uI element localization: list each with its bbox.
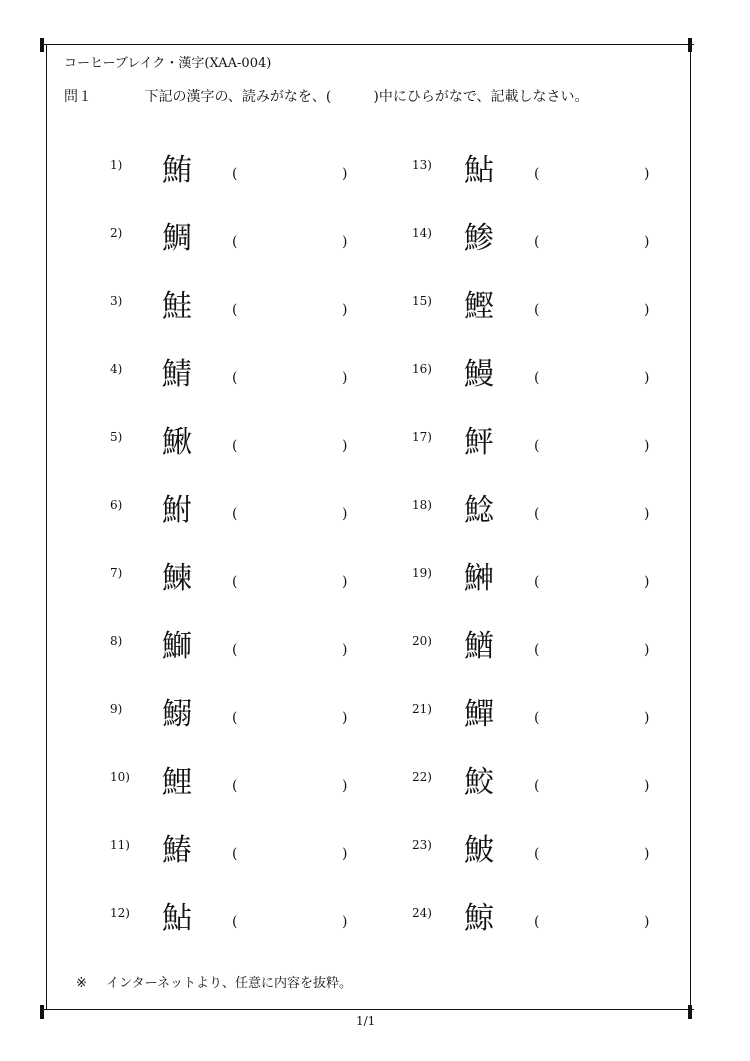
item-number: 8) [110,634,123,648]
kanji-character: 鰍 [162,425,192,460]
item-number: 7) [110,566,123,580]
answer-open-paren: ( [232,642,238,658]
kanji-character: 鰌 [464,629,494,664]
kanji-character: 鯨 [464,901,494,936]
kanji-character: 鰤 [162,629,192,664]
kanji-character: 鯖 [162,357,192,392]
answer-open-paren: ( [534,302,540,318]
item-number: 3) [110,294,123,308]
kanji-character: 鰻 [464,357,494,392]
answer-close-paren: ) [342,234,348,250]
kanji-character: 鯛 [162,221,192,256]
answer-close-paren: ) [644,438,650,454]
footnote-text: インターネットより、任意に内容を抜粋。 [106,976,352,991]
answer-open-paren: ( [232,846,238,862]
answer-open-paren: ( [232,234,238,250]
answer-close-paren: ) [342,574,348,590]
answer-close-paren: ) [644,710,650,726]
answer-open-paren: ( [232,778,238,794]
answer-close-paren: ) [644,574,650,590]
answer-close-paren: ) [644,370,650,386]
kanji-character: 鯉 [162,765,192,800]
kanji-character: 鮫 [464,765,494,800]
item-number: 2) [110,226,123,240]
answer-close-paren: ) [342,710,348,726]
item-number: 6) [110,498,123,512]
kanji-character: 鮪 [162,153,192,188]
answer-close-paren: ) [644,506,650,522]
answer-close-paren: ) [644,642,650,658]
item-number: 10) [110,770,130,784]
answer-open-paren: ( [232,166,238,182]
item-number: 9) [110,702,123,716]
footnote [76,972,352,991]
answer-open-paren: ( [534,438,540,454]
answer-open-paren: ( [232,710,238,726]
kanji-character: 鮭 [162,289,192,324]
answer-open-paren: ( [232,506,238,522]
answer-close-paren: ) [342,370,348,386]
item-number: 15) [412,294,432,308]
item-number: 5) [110,430,123,444]
item-number: 16) [412,362,432,376]
kanji-character: 鮃 [464,425,494,460]
kanji-character: 鮎 [464,153,494,188]
kanji-character: 鰊 [162,561,192,596]
answer-open-paren: ( [534,506,540,522]
kanji-character: 鯵 [464,221,494,256]
answer-open-paren: ( [534,846,540,862]
page-frame-right-border [690,44,691,1010]
question-line [64,86,589,106]
kanji-character: 鮎 [162,901,192,936]
answer-close-paren: ) [644,914,650,930]
item-number: 13) [412,158,432,172]
answer-close-paren: ) [644,778,650,794]
item-number: 22) [412,770,432,784]
question-number: 問１ [64,89,92,105]
kanji-character: 鰯 [162,697,192,732]
answer-open-paren: ( [534,574,540,590]
answer-close-paren: ) [342,438,348,454]
answer-open-paren: ( [534,234,540,250]
page-frame-bottom-border [44,1009,694,1010]
kanji-character: 鮒 [162,493,192,528]
kanji-character: 鰆 [162,833,192,868]
item-number: 14) [412,226,432,240]
kanji-character: 鱓 [464,697,494,732]
answer-open-paren: ( [534,914,540,930]
answer-open-paren: ( [534,778,540,794]
answer-open-paren: ( [534,166,540,182]
item-number: 19) [412,566,432,580]
item-number: 4) [110,362,123,376]
answer-close-paren: ) [342,642,348,658]
answer-close-paren: ) [342,506,348,522]
answer-open-paren: ( [232,302,238,318]
item-number: 18) [412,498,432,512]
answer-open-paren: ( [534,710,540,726]
answer-close-paren: ) [644,234,650,250]
answer-open-paren: ( [534,370,540,386]
item-number: 21) [412,702,432,716]
answer-close-paren: ) [342,166,348,182]
item-number: 1) [110,158,123,172]
answer-close-paren: ) [342,778,348,794]
item-number: 24) [412,906,432,920]
corner-mark-bottom-right [688,1005,692,1019]
answer-close-paren: ) [644,846,650,862]
item-number: 12) [110,906,130,920]
item-number: 20) [412,634,432,648]
answer-open-paren: ( [232,438,238,454]
item-number: 11) [110,838,130,852]
corner-mark-bottom-left [40,1005,44,1019]
kanji-character: 鰰 [464,561,494,596]
item-number: 17) [412,430,432,444]
page-number: 1/1 [356,1014,376,1028]
item-number: 23) [412,838,432,852]
page-frame-top-border [44,44,694,45]
answer-close-paren: ) [342,846,348,862]
answer-open-paren: ( [534,642,540,658]
question-instruction: 下記の漢字の、読みがなを、( )中にひらがなで、記載しなさい。 [144,89,589,105]
answer-close-paren: ) [342,914,348,930]
page-frame-left-border [46,44,47,1010]
kanji-character: 鮍 [464,833,494,868]
answer-open-paren: ( [232,914,238,930]
answer-close-paren: ) [342,302,348,318]
corner-mark-top-left [40,38,44,52]
answer-close-paren: ) [644,302,650,318]
answer-open-paren: ( [232,370,238,386]
corner-mark-top-right [688,38,692,52]
answer-open-paren: ( [232,574,238,590]
answer-close-paren: ) [644,166,650,182]
document-title: コーヒーブレイク・漢字(XAA-004) [64,56,272,71]
kanji-character: 鯰 [464,493,494,528]
footnote-mark: ※ [76,976,87,991]
kanji-character: 鰹 [464,289,494,324]
